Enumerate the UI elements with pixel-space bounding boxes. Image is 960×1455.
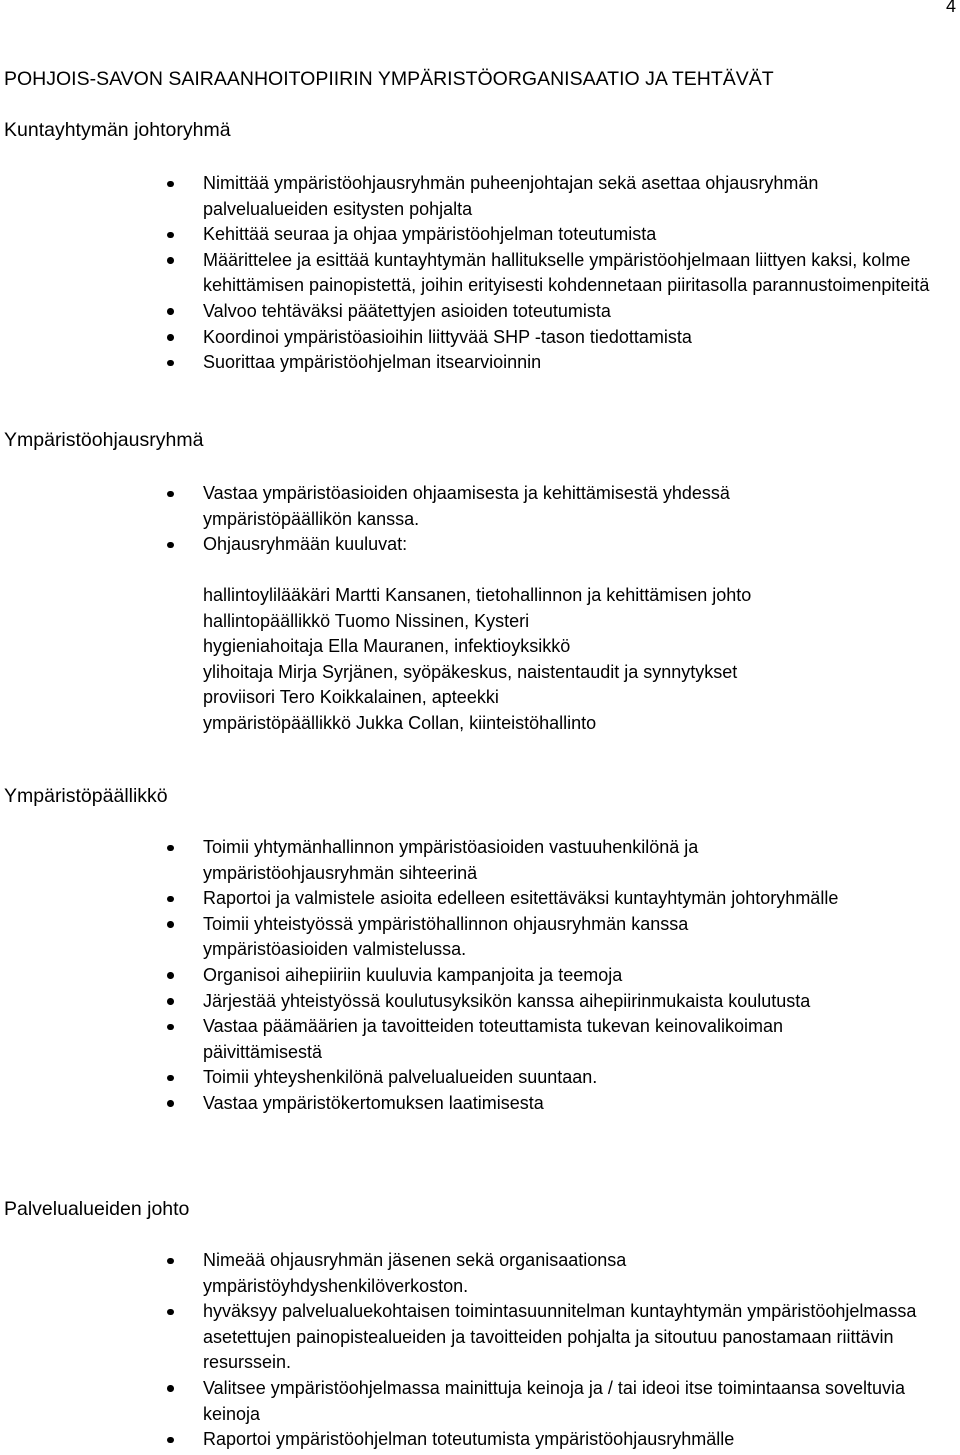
list-item: Koordinoi ympäristöasioihin liittyvää SHP -tason tiedottamista bbox=[203, 325, 953, 351]
section-heading-paallikko: Ympäristöpäällikkö bbox=[4, 785, 168, 807]
section-heading-johtoryhma: Kuntayhtymän johtoryhmä bbox=[4, 119, 231, 141]
paallikko-list bbox=[203, 835, 953, 1117]
member-item: ylihoitaja Mirja Syrjänen, syöpäkeskus, naistentaudit ja synnytykset bbox=[203, 661, 738, 682]
list-item: Ohjausryhmään kuuluvat: bbox=[203, 532, 863, 558]
list-item: Toimii yhteyshenkilönä palvelualueiden suuntaan. bbox=[203, 1065, 953, 1091]
document-title: POHJOIS-SAVON SAIRAANHOITOPIIRIN YMPÄRISTÖORGANISAATIO JA TEHTÄVÄT bbox=[4, 68, 774, 90]
section-heading-palvelualueet: Palvelualueiden johto bbox=[4, 1198, 190, 1220]
list-item: Vastaa ympäristöasioiden ohjaamisesta ja kehittämisestä yhdessä ympäristöpäällikön kanssa. bbox=[203, 481, 863, 532]
list-item: Raportoi ympäristöohjelman toteutumista ympäristöohjausryhmälle bbox=[203, 1427, 953, 1453]
member-item: proviisori Tero Koikkalainen, apteekki bbox=[203, 687, 499, 708]
section-heading-ohjausryhma: Ympäristöohjausryhmä bbox=[4, 429, 204, 451]
ohjausryhma-members bbox=[203, 583, 953, 737]
member-item: hygieniahoitaja Ella Mauranen, infektioyksikkö bbox=[203, 636, 571, 657]
ohjausryhma-list bbox=[203, 481, 863, 558]
member-item: ympäristöpäällikkö Jukka Collan, kiinteistöhallinto bbox=[203, 712, 597, 733]
johtoryhma-list bbox=[203, 171, 953, 376]
list-item: Määrittelee ja esittää kuntayhtymän hallitukselle ympäristöohjelmaan liittyen kaksi, kolme kehittämisen painopistettä, joihin erityisesti kohdennetaan piiritasolla parannustoimenpiteitä bbox=[203, 248, 953, 299]
list-item: Organisoi aihepiiriin kuuluvia kampanjoita ja teemoja bbox=[203, 963, 953, 989]
list-item: Vastaa ympäristökertomuksen laatimisesta bbox=[203, 1091, 953, 1117]
list-item: hyväksyy palvelualuekohtaisen toimintasuunnitelman kuntayhtymän ympäristöohjelmassa asetettujen painopistealueiden ja tavoitteiden pohjalta ja sitoutuu panostamaan riittävin resurssein. bbox=[203, 1299, 953, 1376]
list-item: Toimii yhtymänhallinnon ympäristöasioiden vastuuhenkilönä ja ympäristöohjausryhmän sihteerinä bbox=[203, 835, 953, 886]
list-item: Vastaa päämäärien ja tavoitteiden toteuttamista tukevan keinovalikoiman päivittämisestä bbox=[203, 1014, 953, 1065]
list-item: Valitsee ympäristöohjelmassa mainittuja keinoja ja / tai ideoi itse toimintaansa soveltuvia keinoja bbox=[203, 1376, 953, 1427]
list-item: Nimeää ohjausryhmän jäsenen sekä organisaationsa ympäristöyhdyshenkilöverkoston. bbox=[203, 1248, 953, 1299]
page-number: 4 bbox=[945, 0, 956, 16]
member-item: hallintoylilääkäri Martti Kansanen, tietohallinnon ja kehittämisen johto bbox=[203, 585, 752, 605]
list-item: Suorittaa ympäristöohjelman itsearvioinnin bbox=[203, 350, 953, 376]
palvelualueet-list bbox=[203, 1248, 953, 1453]
list-item: Toimii yhteistyössä ympäristöhallinnon ohjausryhmän kanssa ympäristöasioiden valmistelussa. bbox=[203, 912, 953, 963]
list-item: Kehittää seuraa ja ohjaa ympäristöohjelman toteutumista bbox=[203, 222, 953, 248]
list-item: Järjestää yhteistyössä koulutusyksikön kanssa aihepiirinmukaista koulutusta bbox=[203, 989, 953, 1015]
list-item: Nimittää ympäristöohjausryhmän puheenjohtajan sekä asettaa ohjausryhmän palvelualueiden esitysten pohjalta bbox=[203, 171, 953, 222]
member-item: hallintopäällikkö Tuomo Nissinen, Kysteri bbox=[203, 610, 530, 631]
list-item: Valvoo tehtäväksi päätettyjen asioiden toteutumista bbox=[203, 299, 953, 325]
list-item: Raportoi ja valmistele asioita edelleen esitettäväksi kuntayhtymän johtoryhmälle bbox=[203, 886, 953, 912]
